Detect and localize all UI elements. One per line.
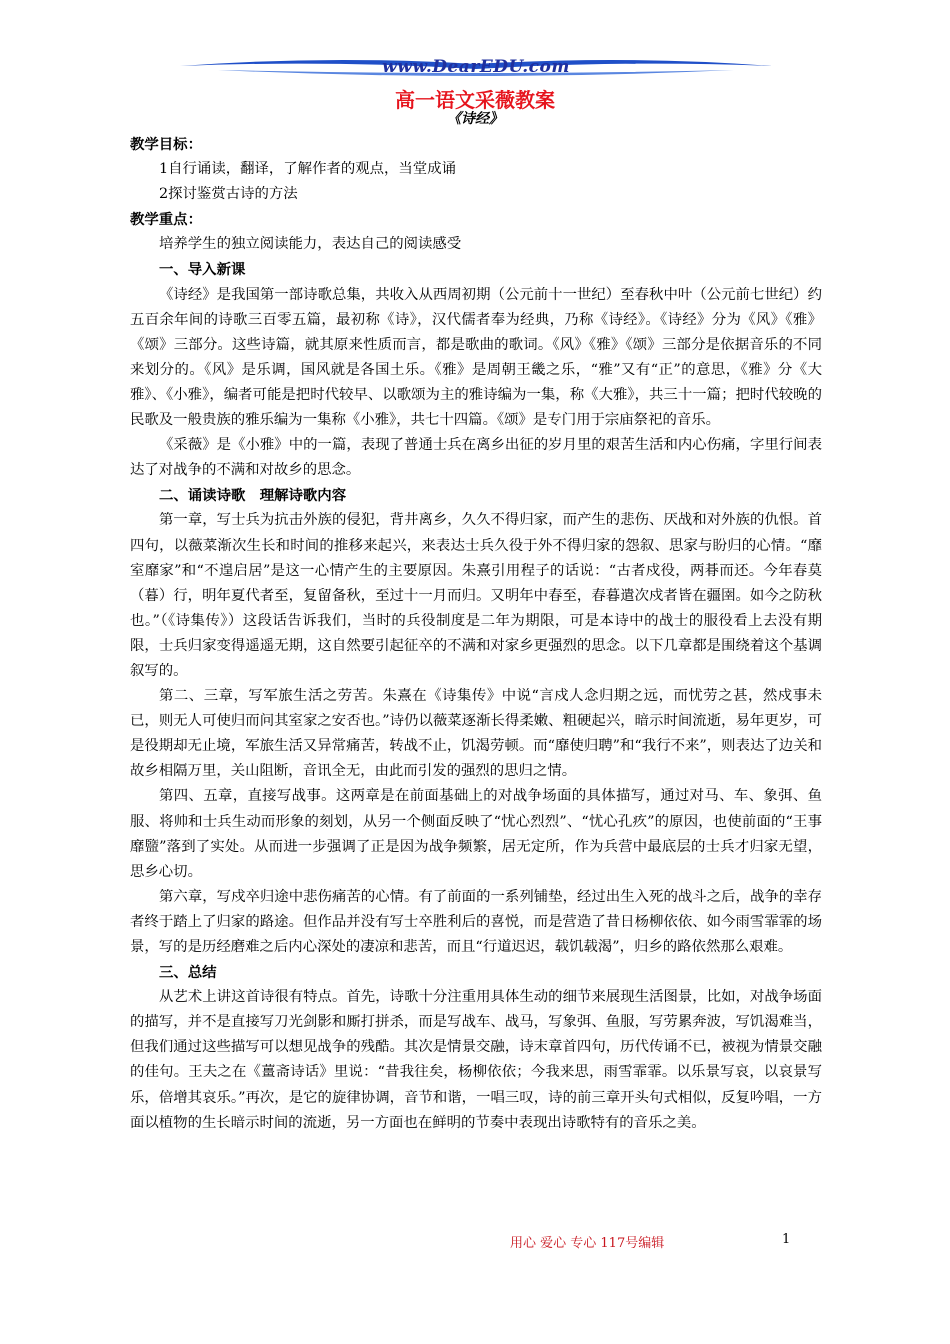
focus-text: 培养学生的独立阅读能力，表达自己的阅读感受 [159,236,462,253]
section-1-paragraph-2: 《采薇》是《小雅》中的一篇，表现了普通士兵在离乡出征的岁月里的艰苦生活和内心伤痛，字里行间表达了对战争的不满和对故乡的思念。 [130,437,822,479]
goal-heading: 教学目标： [130,136,202,153]
page-number: 1 [782,1232,791,1247]
page-title: 高一语文采薇教案 [395,88,555,112]
section-2-paragraph-2: 第二、三章，写军旅生活之劳苦。朱熹在《诗集传》中说“言戍人念归期之远，而忧劳之甚，然戍事未已，则无人可使归而问其室家之安否也。”诗仍以薇菜逐渐长得柔嫩、粗硬起兴，暗示时间流逝，易年更岁，可是役期却无止境，军旅生活又异常痛苦，转战不止，饥渴劳顿。而“靡使归聘”和“我行不来”，则表达了边关和故乡相隔万里，关山阻断，音讯全无，由此而引发的强烈的思归之情。 [130,688,822,780]
section-2-paragraph-1: 第一章，写士兵为抗击外族的侵犯，背井离乡，久久不得归家，而产生的悲伤、厌战和对外族的仇恨。首四句，以薇菜渐次生长和时间的推移来起兴，来表达士兵久役于外不得归家的怨叙、思家与盼归的心情。“靡室靡家”和“不遑启居”是这一心情产生的主要原因。朱熹引用程子的话说：“古者戍役，两朞而还。今年春莫（暮）行，明年夏代者至，复留备秋，至过十一月而归。又明年中春至，春暮遣次戍者皆在疆圉。如今之防秋也。”（《诗集传》）这段话告诉我们，当时的兵役制度是二年为期限，可是本诗中的战士的服役看上去没有期限，士兵归家变得遥遥无期，这自然要引起征卒的不满和对家乡更强烈的思念。以下几章都是围绕着这个基调叙写的。 [130,512,822,679]
site-logo [178,52,774,86]
goal-item-2: 2探讨鉴赏古诗的方法 [159,186,298,203]
focus-heading: 教学重点： [130,211,202,229]
section-2-heading: 二、诵读诗歌 理解诗歌内容 [159,487,347,505]
section-3-paragraph-1: 从艺术上讲这首诗很有特点。首先，诗歌十分注重用具体生动的细节来展现生活图景，比如，对战争场面的描写，并不是直接写刀光剑影和厮打拼杀，而是写战车、战马，写象弭、鱼服，写劳累奔波，写饥渴难当，但我们通过这些描写可以想见战争的残酷。其次是情景交融，诗末章首四句，历代传诵不已，被视为情景交融的佳句。王夫之在《薑斋诗话》里说：“昔我往矣，杨柳依依；今我来思，雨雪霏霏。以乐景写哀，以哀景写乐，倍增其哀乐。”再次，是它的旋律协调，音节和谐，一唱三叹，诗的前三章开头句式相似，反复吟唱，一方面以植物的生长暗示时间的流逝，另一方面也在鲜明的节奏中表现出诗歌特有的音乐之美。 [130,989,822,1131]
footer-text: 用心 爱心 专心 117号编辑 [510,1236,665,1251]
section-2-paragraph-4: 第六章，写戍卒归途中悲伤痛苦的心情。有了前面的一系列铺垫，经过出生入死的战斗之后，战争的幸存者终于踏上了归家的路途。但作品并没有写士卒胜利后的喜悦，而是营造了昔日杨柳依依、如今雨雪霏霏的场景，写的是历经磨难之后内心深处的凄凉和悲苦，而且“行道迟迟，载饥载渴”，归乡的路依然那么艰难。 [130,888,822,955]
goal-item-1: 1自行诵读，翻译，了解作者的观点，当堂成诵 [159,161,456,178]
logo-text: www.DearEDU.com [382,57,570,77]
section-3-heading: 三、总结 [159,964,217,982]
section-1-heading: 一、导入新课 [159,261,246,279]
document-body [130,132,822,1136]
page-subtitle: 《诗经》 [447,111,503,127]
section-1-paragraph-1: 《诗经》是我国第一部诗歌总集，共收入从西周初期（公元前十一世纪）至春秋中叶（公元前七世纪）约五百余年间的诗歌三百零五篇，最初称《诗》，汉代儒者奉为经典，乃称《诗经》。《诗经》分为《风》《雅》《颂》三部分。这些诗篇，就其原来性质而言，都是歌曲的歌词。《风》《雅》《颂》三部分是依据音乐的不同来划分的。《风》是乐调，国风就是各国土乐。《雅》是周朝王畿之乐，“雅”又有“正”的意思，《雅》分《大雅》、《小雅》，编者可能是把时代较早、以歌颂为主的雅诗编为一集，称《大雅》，共三十一篇；把时代较晚的民歌及一般贵族的雅乐编为一集称《小雅》，共七十四篇。《颂》是专门用于宗庙祭祀的音乐。 [130,286,822,429]
section-2-paragraph-3: 第四、五章，直接写战事。这两章是在前面基础上的对战争场面的具体描写，通过对马、车、象弭、鱼服、将帅和士兵生动而形象的刻划，从另一个侧面反映了“忧心烈烈”、“忧心孔疚”的原因，也使前面的“王事靡盬”落到了实处。从而进一步强调了正是因为战争频繁，居无定所，作为兵营中最底层的士兵才归家无望，思乡心切。 [130,788,822,880]
